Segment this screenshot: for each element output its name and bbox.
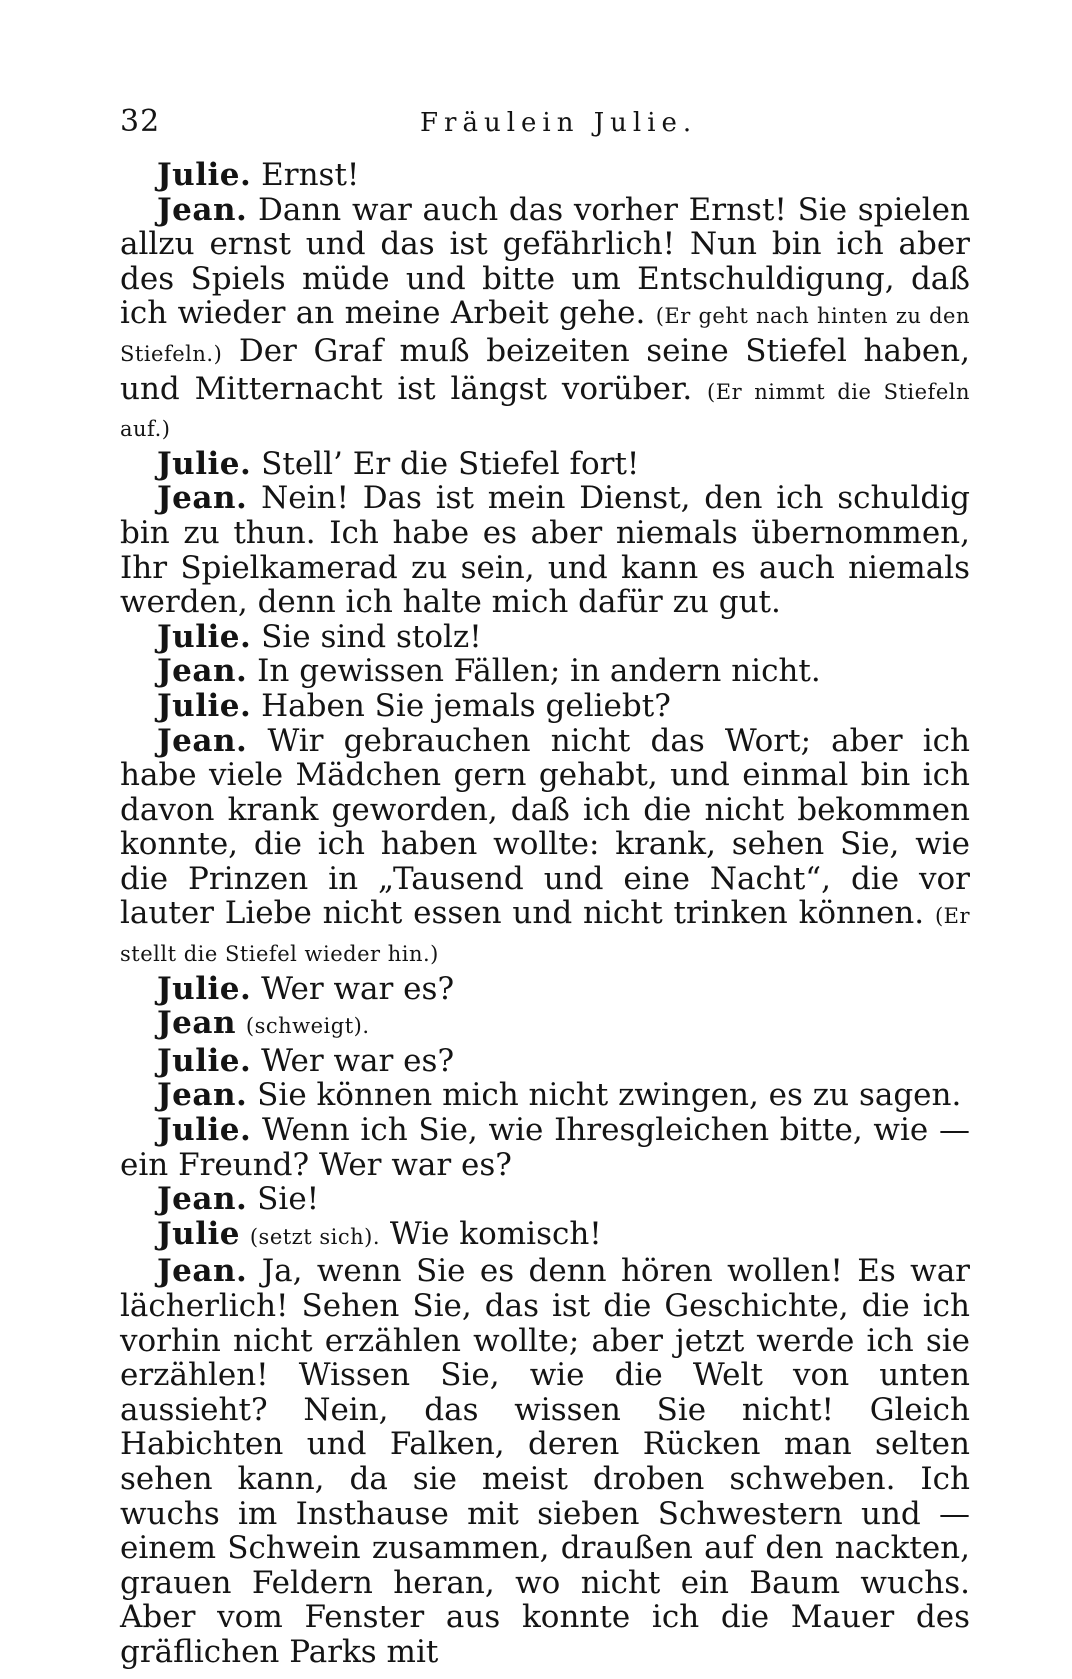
dialogue-line: Sie sind stolz!: [261, 618, 482, 655]
stage-direction: (Er geht nach hinten zu den Stiefeln.): [120, 304, 970, 366]
dialogue-paragraph: [120, 447, 970, 482]
dialogue-line: Wer war es?: [261, 1042, 455, 1079]
speaker-name: Jean.: [157, 722, 248, 759]
speaker-name: Jean: [157, 1005, 237, 1042]
dialogue-line: Haben Sie jemals geliebt?: [261, 687, 671, 724]
speaker-name: Julie.: [157, 687, 252, 724]
speaker-name: Julie.: [157, 970, 252, 1007]
dialogue-paragraph: [120, 193, 970, 447]
speaker-name: Julie: [157, 1215, 240, 1252]
speaker-name: Julie.: [157, 445, 252, 482]
page-header: [120, 104, 970, 150]
dialogue-paragraph: [120, 724, 970, 972]
dialogue-line: Der Graf muß beizeiten seine Stiefel haben, und Mitternacht ist längst vorüber.: [120, 332, 970, 407]
running-title: Fräulein Julie.: [420, 108, 698, 138]
dialogue-line: Nein! Das ist mein Dienst, den ich schuldig bin zu thun. Ich habe es aber niemals übernommen, Ihr Spielkamerad zu sein, und kann es auch niemals werden, denn ich halte mich dafür zu gut.: [120, 480, 970, 621]
speaker-name: Jean.: [157, 191, 248, 228]
dialogue-paragraph: [120, 1078, 970, 1113]
dialogue-paragraph: [120, 972, 970, 1007]
speaker-name: Jean.: [157, 1077, 248, 1114]
dialogue-line: Wer war es?: [261, 970, 455, 1007]
dialogue-line: Stell’ Er die Stiefel fort!: [261, 445, 640, 482]
speaker-name: Jean.: [157, 653, 248, 690]
speaker-name: Jean.: [157, 1181, 248, 1218]
dialogue-line: In gewissen Fällen; in andern nicht.: [257, 653, 821, 690]
dialogue-paragraph: [120, 654, 970, 689]
dialogue-paragraph: [120, 1006, 970, 1044]
dialogue-paragraph: [120, 1044, 970, 1079]
dialogue-line: Sie!: [257, 1181, 320, 1218]
dialogue-line: Wie komisch!: [389, 1215, 602, 1252]
dialogue-line: Dann war auch das vorher Ernst! Sie spielen allzu ernst und das ist gefährlich! Nun bin ich aber des Spiels müde und bitte um Entschuldigung, daß ich wieder an meine Arbeit gehe.: [120, 191, 970, 332]
speaker-name: Jean.: [157, 480, 248, 517]
stage-direction: (setzt sich).: [249, 1224, 381, 1249]
speaker-name: Julie.: [157, 1112, 252, 1149]
dialogue-line: Ernst!: [261, 157, 360, 193]
speaker-name: Julie.: [157, 1042, 252, 1079]
stage-direction: (schweigt).: [245, 1014, 370, 1039]
speaker-name: Julie.: [157, 618, 252, 655]
dialogue-text: [120, 158, 970, 1670]
speaker-name: Jean.: [157, 1253, 248, 1290]
dialogue-line: Wir gebrauchen nicht das Wort; aber ich habe viele Mädchen gern gehabt, und einmal bin ich davon krank geworden, daß ich die nicht bekommen konnte, die ich haben wollte: krank, sehen Sie, wie die Prinzen in „Tausend und eine Nacht“, die vor lauter Liebe nicht essen und nicht trinken können.: [120, 722, 971, 932]
page-number: 32: [120, 104, 161, 139]
dialogue-paragraph: [120, 689, 970, 724]
dialogue-line: Ja, wenn Sie es denn hören wollen! Es war lächerlich! Sehen Sie, das ist die Geschichte, die ich vorhin nicht erzählen wollte; aber jetzt werde ich sie erzählen! Wissen Sie, wie die Welt von unten aussieht? Nein, das wissen Sie nicht! Gleich Habichten und Falken, deren Rücken man selten sehen kann, da sie meist droben schweben. Ich wuchs im Insthause mit sieben Schwestern und — einem Schwein zusammen, draußen auf den nackten, grauen Feldern heran, wo nicht ein Baum wuchs. Aber vom Fenster aus konnte ich die Mauer des gräflichen Parks mit: [120, 1253, 970, 1670]
dialogue-paragraph: [120, 620, 970, 655]
dialogue-paragraph: [120, 158, 970, 193]
dialogue-paragraph: [120, 481, 970, 619]
dialogue-paragraph: [120, 1113, 970, 1182]
stage-direction: (Er nimmt die Stiefeln auf.): [120, 379, 970, 442]
dialogue-line: Sie können mich nicht zwingen, es zu sagen.: [257, 1077, 962, 1114]
dialogue-paragraph: [120, 1254, 970, 1669]
dialogue-line: Wenn ich Sie, wie Ihresgleichen bitte, wie — ein Freund? Wer war es?: [120, 1112, 970, 1183]
stage-direction: (Er stellt die Stiefel wieder hin.): [120, 904, 971, 967]
dialogue-paragraph: [120, 1217, 970, 1255]
dialogue-paragraph: [120, 1182, 970, 1217]
speaker-name: Julie.: [157, 157, 252, 193]
